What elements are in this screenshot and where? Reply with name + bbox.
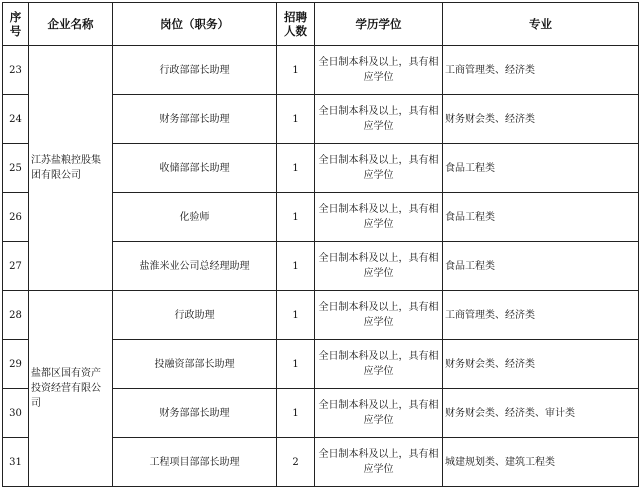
position-cell: 化验师 — [113, 193, 277, 242]
major-cell: 财务财会类、经济类、审计类 — [443, 389, 639, 438]
count-cell: 1 — [277, 242, 315, 291]
major-cell: 财务财会类、经济类 — [443, 340, 639, 389]
education-cell: 全日制本科及以上，具有相应学位 — [315, 438, 443, 487]
major-cell: 食品工程类 — [443, 242, 639, 291]
header-no: 序号 — [3, 3, 29, 46]
count-cell: 1 — [277, 144, 315, 193]
education-cell: 全日制本科及以上，具有相应学位 — [315, 340, 443, 389]
position-cell: 收储部部长助理 — [113, 144, 277, 193]
position-cell: 财务部部长助理 — [113, 95, 277, 144]
major-cell: 城建规划类、建筑工程类 — [443, 438, 639, 487]
row-number: 28 — [3, 291, 29, 340]
count-cell: 1 — [277, 389, 315, 438]
row-number: 23 — [3, 46, 29, 95]
education-cell: 全日制本科及以上，具有相应学位 — [315, 193, 443, 242]
company-name-cell: 盐都区国有资产投资经营有限公司 — [29, 291, 113, 487]
education-cell: 全日制本科及以上，具有相应学位 — [315, 242, 443, 291]
row-number: 24 — [3, 95, 29, 144]
table-body — [3, 46, 639, 487]
row-number: 30 — [3, 389, 29, 438]
education-cell: 全日制本科及以上，具有相应学位 — [315, 95, 443, 144]
position-cell: 行政助理 — [113, 291, 277, 340]
table-row — [3, 46, 639, 95]
header-count: 招聘人数 — [277, 3, 315, 46]
education-cell: 全日制本科及以上，具有相应学位 — [315, 291, 443, 340]
position-cell: 财务部部长助理 — [113, 389, 277, 438]
row-number: 26 — [3, 193, 29, 242]
company-name-cell: 江苏盐粮控股集团有限公司 — [29, 46, 113, 291]
recruitment-table — [2, 2, 639, 487]
header-education: 学历学位 — [315, 3, 443, 46]
count-cell: 1 — [277, 46, 315, 95]
row-number: 27 — [3, 242, 29, 291]
count-cell: 1 — [277, 340, 315, 389]
table-row — [3, 291, 639, 340]
row-number: 31 — [3, 438, 29, 487]
major-cell: 财务财会类、经济类 — [443, 95, 639, 144]
education-cell: 全日制本科及以上，具有相应学位 — [315, 46, 443, 95]
header-position: 岗位（职务） — [113, 3, 277, 46]
major-cell: 食品工程类 — [443, 144, 639, 193]
major-cell: 工商管理类、经济类 — [443, 46, 639, 95]
position-cell: 投融资部部长助理 — [113, 340, 277, 389]
count-cell: 1 — [277, 193, 315, 242]
major-cell: 工商管理类、经济类 — [443, 291, 639, 340]
count-cell: 1 — [277, 291, 315, 340]
position-cell: 盐淮米业公司总经理助理 — [113, 242, 277, 291]
education-cell: 全日制本科及以上，具有相应学位 — [315, 144, 443, 193]
header-major: 专业 — [443, 3, 639, 46]
major-cell: 食品工程类 — [443, 193, 639, 242]
count-cell: 1 — [277, 95, 315, 144]
row-number: 25 — [3, 144, 29, 193]
position-cell: 工程项目部部长助理 — [113, 438, 277, 487]
header-company: 企业名称 — [29, 3, 113, 46]
row-number: 29 — [3, 340, 29, 389]
header-row — [3, 3, 639, 46]
education-cell: 全日制本科及以上，具有相应学位 — [315, 389, 443, 438]
position-cell: 行政部部长助理 — [113, 46, 277, 95]
count-cell: 2 — [277, 438, 315, 487]
